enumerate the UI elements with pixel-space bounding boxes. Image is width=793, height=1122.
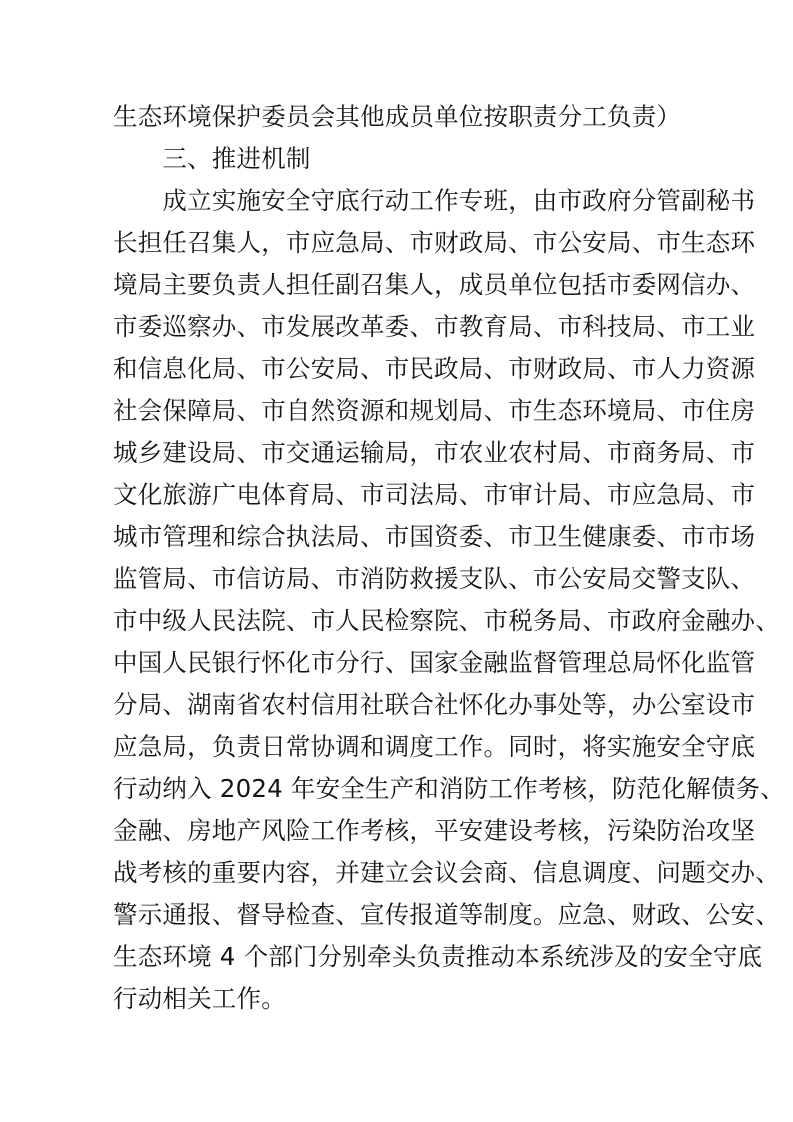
document-body	[113, 96, 785, 1020]
body-line: 文化旅游广电体育局、市司法局、市审计局、市应急局、市	[113, 480, 756, 509]
body-line: 市委巡察办、市发展改革委、市教育局、市科技局、市工业	[113, 312, 756, 341]
body-line: 中国人民银行怀化市分行、国家金融监督管理总局怀化监管	[113, 648, 756, 677]
body-line: 城市管理和综合执法局、市国资委、市卫生健康委、市市场	[113, 522, 756, 551]
body-line: 市中级人民法院、市人民检察院、市税务局、市政府金融办、	[113, 606, 780, 635]
continuation-line: 生态环境保护委员会其他成员单位按职责分工负责）	[113, 102, 682, 131]
body-line: 长担任召集人，市应急局、市财政局、市公安局、市生态环	[113, 228, 756, 257]
body-line: 应急局，负责日常协调和调度工作。同时，将实施安全守底	[113, 732, 756, 761]
body-line: 城乡建设局、市交通运输局，市农业农村局、市商务局、市	[113, 438, 756, 467]
body-line: 警示通报、督导检查、宣传报道等制度。应急、财政、公安、	[113, 900, 780, 929]
body-line: 境局主要负责人担任副召集人，成员单位包括市委网信办、	[113, 270, 756, 299]
body-line: 和信息化局、市公安局、市民政局、市财政局、市人力资源	[113, 354, 756, 383]
body-line: 行动相关工作。	[113, 984, 286, 1013]
body-line: 战考核的重要内容，并建立会议会商、信息调度、问题交办、	[113, 858, 780, 887]
body-line: 成立实施安全守底行动工作专班，由市政府分管副秘书	[113, 186, 756, 215]
body-line: 生态环境 4 个部门分别牵头负责推动本系统涉及的安全守底	[113, 942, 763, 971]
body-line: 分局、湖南省农村信用社联合社怀化办事处等，办公室设市	[113, 690, 756, 719]
body-line: 行动纳入 2024 年安全生产和消防工作考核，防范化解债务、	[113, 774, 785, 803]
body-line: 社会保障局、市自然资源和规划局、市生态环境局、市住房	[113, 396, 756, 425]
section-heading: 三、推进机制	[113, 144, 311, 173]
body-line: 监管局、市信访局、市消防救援支队、市公安局交警支队、	[113, 564, 756, 593]
body-line: 金融、房地产风险工作考核，平安建设考核，污染防治攻坚	[113, 816, 756, 845]
